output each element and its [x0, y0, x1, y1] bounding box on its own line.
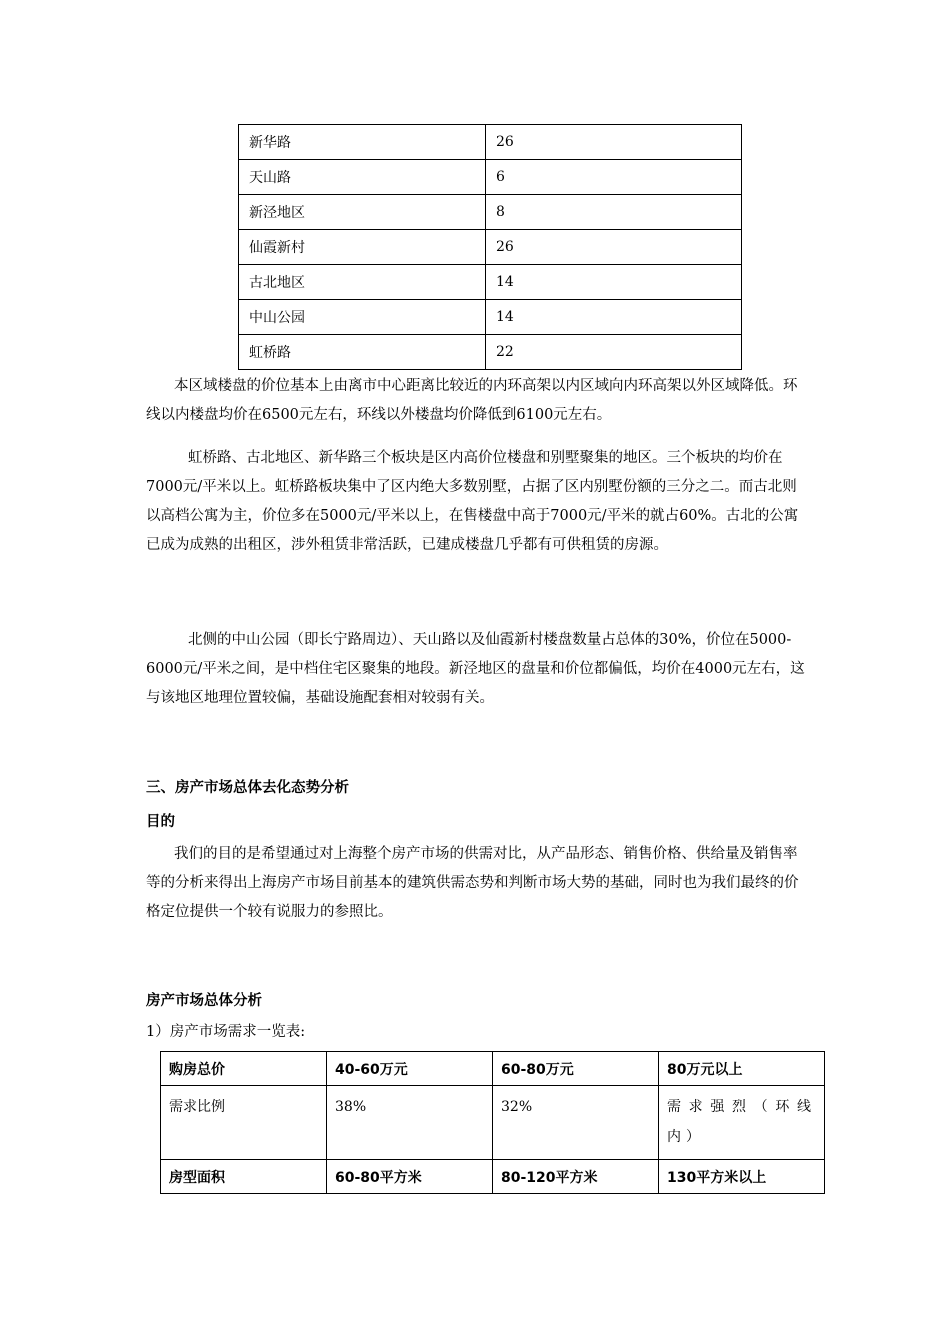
district-name: 新华路	[239, 125, 486, 160]
analysis-heading: 房产市场总体分析	[146, 993, 262, 1009]
district-value: 26	[486, 125, 742, 160]
table-row	[239, 195, 742, 230]
header-cell: 购房总价	[161, 1052, 327, 1086]
table-cell: 38%	[327, 1086, 493, 1160]
district-name: 古北地区	[239, 265, 486, 300]
district-name: 天山路	[239, 160, 486, 195]
table-row	[161, 1086, 825, 1160]
table-row	[161, 1052, 825, 1086]
header-cell: 40-60万元	[327, 1052, 493, 1086]
table-cell: 130平方米以上	[659, 1160, 825, 1194]
table-row	[161, 1160, 825, 1194]
table-row	[239, 335, 742, 370]
table-cell: 32%	[493, 1086, 659, 1160]
table-cell: 80-120平方米	[493, 1160, 659, 1194]
paragraph-purpose: 我们的目的是希望通过对上海整个房产市场的供需对比，从产品形态、销售价格、供给量及销售率等的分析来得出上海房产市场目前基本的建筑供需态势和判断市场大势的基础，同时也为我们最终的价格定位提供一个较有说服力的参照比。	[146, 846, 799, 920]
table-row	[239, 160, 742, 195]
paragraph-high-price-areas: 虹桥路、古北地区、新华路三个板块是区内高价位楼盘和别墅聚集的地区。三个板块的均价在7000元/平米以上。虹桥路板块集中了区内绝大多数别墅，占据了区内别墅份额的三分之二。而古北则以高档公寓为主，价位多在5000元/平米以上，在售楼盘中高于7000元/平米的就占60%。古北的公寓已成为成熟的出租区，涉外租赁非常活跃，已建成楼盘几乎都有可供租赁的房源。	[146, 450, 799, 553]
table-row	[239, 230, 742, 265]
district-table	[238, 124, 742, 370]
district-value: 26	[486, 230, 742, 265]
district-value: 6	[486, 160, 742, 195]
header-cell: 60-80万元	[493, 1052, 659, 1086]
district-name: 中山公园	[239, 300, 486, 335]
paragraph-mid-price-areas: 北侧的中山公园（即长宁路周边）、天山路以及仙霞新村楼盘数量占总体的30%，价位在5000-6000元/平米之间，是中档住宅区聚集的地段。新泾地区的盘量和价位都偏低，均价在4000元左右，这与该地区地理位置较偏，基础设施配套相对较弱有关。	[146, 632, 805, 706]
paragraph-price-distribution: 本区域楼盘的价位基本上由离市中心距离比较近的内环高架以内区域向内环高架以外区域降低。环线以内楼盘均价在6500元左右，环线以外楼盘均价降低到6100元左右。	[146, 378, 798, 423]
header-cell: 80万元以上	[659, 1052, 825, 1086]
district-value: 22	[486, 335, 742, 370]
table-cell: 需求比例	[161, 1086, 327, 1160]
table-cell: 60-80平方米	[327, 1160, 493, 1194]
table-cell: 需求强烈（环线内）	[659, 1086, 825, 1160]
district-value: 8	[486, 195, 742, 230]
demand-table	[160, 1051, 825, 1194]
district-name: 新泾地区	[239, 195, 486, 230]
section-title: 三、房产市场总体去化态势分析	[146, 780, 349, 796]
table-row	[239, 265, 742, 300]
table-row	[239, 125, 742, 160]
table-row	[239, 300, 742, 335]
district-value: 14	[486, 300, 742, 335]
district-value: 14	[486, 265, 742, 300]
list-label: 1）房产市场需求一览表:	[146, 1024, 306, 1040]
header-cell: 房型面积	[161, 1160, 327, 1194]
district-name: 虹桥路	[239, 335, 486, 370]
purpose-heading: 目的	[146, 814, 175, 830]
district-name: 仙霞新村	[239, 230, 486, 265]
